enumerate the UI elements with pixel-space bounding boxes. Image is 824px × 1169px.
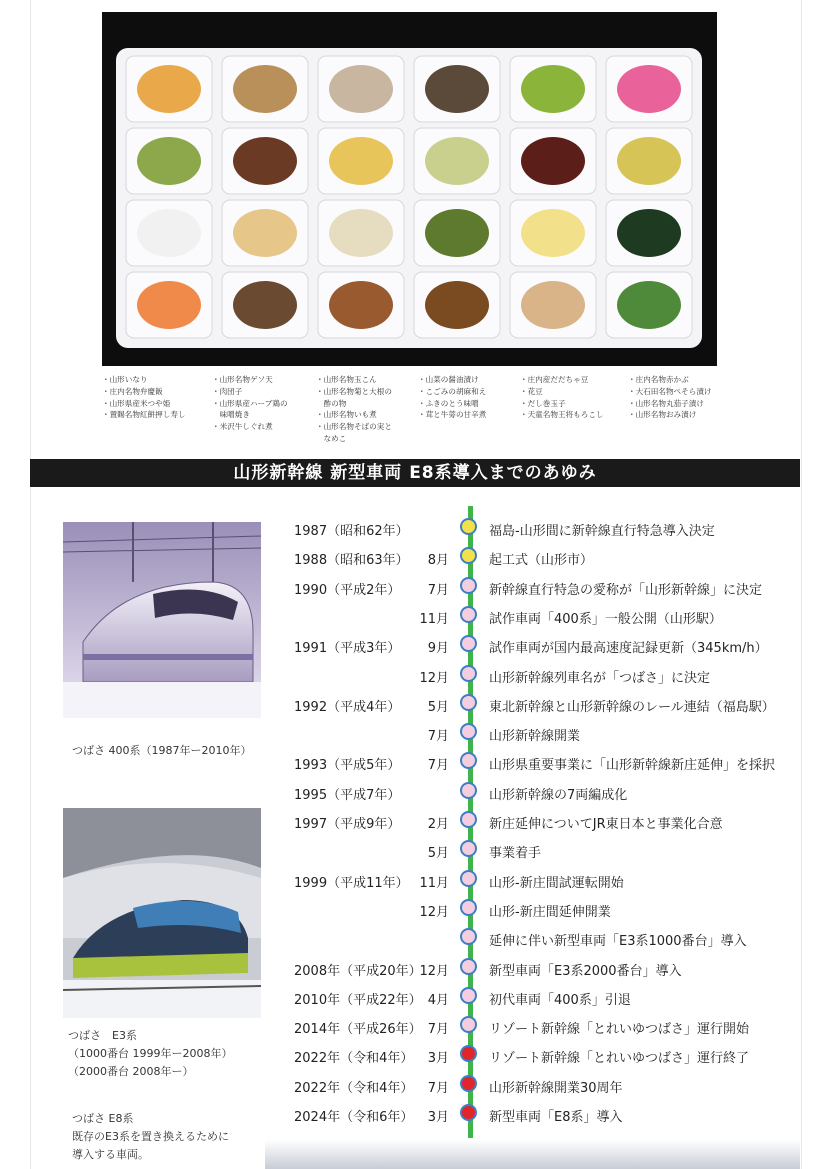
timeline-dot-icon (460, 752, 477, 769)
timeline-event: 延伸に伴い新型車両「E3系1000番台」導入 (489, 934, 747, 950)
caption-item: ・だし巻玉子 (520, 398, 566, 408)
timeline-month: 5月 (427, 699, 449, 715)
timeline-month: 11月 (419, 611, 449, 627)
timeline-row (0, 661, 824, 690)
bottom-landscape (265, 1140, 800, 1169)
timeline-dot-icon (460, 635, 477, 652)
timeline-row (0, 778, 824, 807)
train-e8-caption-title: つばさ E8系 (72, 1112, 134, 1125)
caption-item: ・こごみの胡麻和え (418, 386, 487, 396)
timeline-year: 1999（平成11年） (294, 875, 409, 891)
train-e3-caption-title: つばさ E3系 (68, 1029, 137, 1042)
bento-photo (102, 12, 717, 366)
timeline-year: 1995（平成7年） (294, 787, 401, 803)
timeline-row (0, 719, 824, 748)
food-item (617, 281, 681, 329)
timeline-year: 1991（平成3年） (294, 641, 401, 657)
timeline-month: 7月 (427, 729, 449, 745)
timeline-month: 4月 (427, 992, 449, 1008)
food-item (521, 281, 585, 329)
timeline-row (0, 954, 824, 983)
caption-item: ・天童名物王将もろこし (520, 410, 604, 420)
food-item (425, 65, 489, 113)
food-item (425, 209, 489, 257)
timeline-row (0, 836, 824, 865)
timeline-row (0, 1100, 824, 1129)
timeline-row (0, 690, 824, 719)
timeline-event: 福島-山形間に新幹線直行特急導入決定 (489, 524, 715, 539)
train-e8-caption-desc-2: 導入する車両。 (72, 1148, 149, 1161)
timeline-year: 2022年（令和4年） (294, 1080, 414, 1096)
timeline-dot-icon (460, 1045, 477, 1062)
timeline-dot-icon (460, 694, 477, 711)
timeline-event: リゾート新幹線「とれいゆつばさ」運行終了 (489, 1051, 750, 1067)
timeline-dot-icon (460, 665, 477, 682)
timeline-row (0, 924, 824, 953)
food-item (425, 281, 489, 329)
timeline-dot-icon (460, 840, 477, 857)
timeline-event: 新幹線直行特急の愛称が「山形新幹線」に決定 (489, 582, 763, 598)
timeline-year: 2022年（令和4年） (294, 1051, 414, 1067)
timeline-row (0, 807, 824, 836)
timeline-row (0, 514, 824, 543)
caption-column-1 (102, 374, 186, 421)
food-item (425, 137, 489, 185)
timeline-year: 2010年（平成22年） (294, 992, 422, 1008)
timeline-month: 5月 (427, 846, 449, 862)
caption-item: ・山菜の醤油漬け (418, 375, 479, 384)
food-item (233, 281, 297, 329)
caption-item: ・庄内産だだちゃ豆 (520, 375, 589, 384)
timeline-event: 東北新幹線と山形新幹線のレール連結（福島駅） (489, 699, 775, 715)
timeline-event: 山形新幹線列車名が「つばさ」に決定 (489, 670, 711, 686)
timeline-dot-icon (460, 577, 477, 594)
timeline-dot-icon (460, 899, 477, 916)
timeline-month: 8月 (427, 553, 449, 569)
caption-item: ・茸と牛蒡の甘辛煮 (418, 410, 487, 420)
caption-item: ・山形名物玉こん (316, 375, 377, 384)
timeline-row (0, 748, 824, 777)
section-banner (30, 459, 800, 487)
caption-column-6 (628, 374, 712, 421)
timeline-event: 山形新幹線開業 (489, 729, 581, 745)
food-item (137, 137, 201, 185)
timeline-year: 2008年（平成20年） (294, 963, 422, 979)
caption-item: ・庄内名物赤かぶ (628, 375, 689, 384)
train-e3-caption-2000: （2000番台 2008年ー） (68, 1065, 194, 1078)
caption-column-4 (418, 374, 486, 421)
timeline-row (0, 1041, 824, 1070)
food-item (329, 65, 393, 113)
caption-item: ・米沢牛しぐれ煮 (212, 422, 273, 432)
timeline-year: 1997（平成9年） (294, 817, 401, 832)
caption-item: ・ふきのとう味噌 (418, 398, 479, 408)
timeline-event: 山形-新庄間試運転開始 (489, 875, 624, 891)
timeline-event: 山形-新庄間延伸開業 (489, 904, 611, 920)
timeline-month: 7月 (427, 758, 449, 774)
timeline-year: 1988（昭和63年） (294, 553, 409, 569)
timeline-year: 2024年（令和6年） (294, 1110, 414, 1125)
timeline-dot-icon (460, 1104, 477, 1121)
caption-item: ・花豆 (520, 386, 543, 396)
caption-item: ・山形いなり (102, 375, 148, 384)
timeline-month: 12月 (419, 670, 449, 686)
caption-item: ・大石田名物ぺそら漬け (628, 386, 712, 396)
timeline-event: 起工式（山形市） (489, 553, 594, 569)
timeline-month: 7月 (427, 1080, 449, 1096)
timeline-row (0, 1071, 824, 1100)
food-item (137, 209, 201, 257)
timeline-row (0, 602, 824, 631)
caption-column-3 (316, 374, 392, 445)
timeline-dot-icon (460, 958, 477, 975)
food-item (233, 209, 297, 257)
caption-item: 酢の物 (316, 398, 347, 408)
timeline-year: 1987（昭和62年） (294, 524, 409, 539)
timeline-row (0, 631, 824, 660)
caption-item: 味噌焼き (212, 410, 250, 420)
food-item (521, 65, 585, 113)
timeline-dot-icon (460, 782, 477, 799)
timeline-row (0, 543, 824, 572)
timeline-event: 新庄延伸についてJR東日本と事業化合意 (489, 817, 723, 832)
caption-item: ・山形名物丸茄子漬け (628, 398, 704, 408)
caption-item: ・山形名物そばの実と (316, 422, 392, 432)
timeline-month: 12月 (419, 963, 449, 979)
timeline-row (0, 866, 824, 895)
timeline-row (0, 1012, 824, 1041)
timeline-dot-icon (460, 1016, 477, 1033)
timeline-dot-icon (460, 870, 477, 887)
timeline-event: 新型車両「E8系」導入 (489, 1110, 623, 1125)
caption-item: ・肉団子 (212, 386, 243, 396)
timeline-event: 新型車両「E3系2000番台」導入 (489, 963, 682, 979)
caption-item: ・山形名物おみ漬け (628, 410, 697, 420)
caption-item: ・山形名物ゲソ天 (212, 375, 273, 384)
timeline-row (0, 573, 824, 602)
food-item (617, 209, 681, 257)
timeline-dot-icon (460, 547, 477, 564)
caption-column-5 (520, 374, 604, 421)
timeline-event: 初代車両「400系」引退 (489, 992, 631, 1008)
timeline-row (0, 895, 824, 924)
train-e8-caption-desc-1: 既存のE3系を置き換えるために (72, 1130, 229, 1143)
timeline-dot-icon (460, 928, 477, 945)
caption-item: ・山形県産ハーブ鶏の (212, 398, 288, 408)
food-item (329, 281, 393, 329)
food-item (137, 65, 201, 113)
food-item (329, 137, 393, 185)
timeline-dot-icon (460, 723, 477, 740)
timeline-year: 1990（平成2年） (294, 582, 401, 598)
timeline-event: 試作車両「400系」一般公開（山形駅） (489, 611, 722, 627)
caption-item: なめこ (316, 433, 347, 443)
timeline-event: 山形新幹線の7両編成化 (489, 787, 628, 803)
train-400-caption: つばさ 400系（1987年ー2010年） (72, 744, 252, 757)
bento-tray (116, 48, 702, 348)
timeline-event: 試作車両が国内最高速度記録更新（345km/h） (489, 641, 768, 657)
timeline-month: 9月 (427, 641, 449, 657)
bento-cells (116, 48, 702, 348)
timeline-month: 2月 (427, 817, 449, 832)
timeline-dot-icon (460, 811, 477, 828)
photo-captions (102, 374, 732, 450)
timeline-month: 12月 (419, 904, 449, 920)
timeline-event: 事業着手 (489, 846, 542, 862)
timeline-year: 2014年（平成26年） (294, 1022, 422, 1038)
timeline-month: 7月 (427, 1022, 449, 1038)
food-item (137, 281, 201, 329)
food-item (329, 209, 393, 257)
timeline-dot-icon (460, 1075, 477, 1092)
food-item (233, 65, 297, 113)
train-e3-caption-1000: （1000番台 1999年ー2008年） (68, 1047, 233, 1060)
timeline-row (0, 983, 824, 1012)
timeline-dot-icon (460, 518, 477, 535)
caption-item: ・山形名物いも煮 (316, 410, 377, 420)
food-item (617, 65, 681, 113)
timeline-month: 7月 (427, 582, 449, 598)
timeline-event: リゾート新幹線「とれいゆつばさ」運行開始 (489, 1022, 750, 1038)
caption-item: ・置賜名物紅餅押し寿し (102, 410, 186, 420)
timeline-month: 3月 (427, 1110, 449, 1125)
timeline-dot-icon (460, 606, 477, 623)
caption-item: ・山形名物菊と大根の (316, 386, 392, 396)
timeline-year: 1993（平成5年） (294, 758, 401, 774)
timeline-month: 3月 (427, 1051, 449, 1067)
food-item (617, 137, 681, 185)
food-item (233, 137, 297, 185)
caption-item: ・山形県産米つや姫 (102, 398, 171, 408)
timeline-dot-icon (460, 987, 477, 1004)
food-item (521, 209, 585, 257)
timeline-month: 11月 (419, 875, 449, 891)
caption-item: ・庄内名物弁慶飯 (102, 386, 163, 396)
caption-column-2 (212, 374, 288, 433)
food-item (521, 137, 585, 185)
section-title: 山形新幹線 新型車両 E8系導入までのあゆみ (233, 463, 597, 483)
timeline-event: 山形新幹線開業30周年 (489, 1080, 623, 1096)
timeline-event: 山形県重要事業に「山形新幹線新庄延伸」を採択 (489, 758, 776, 774)
timeline-year: 1992（平成4年） (294, 699, 401, 715)
